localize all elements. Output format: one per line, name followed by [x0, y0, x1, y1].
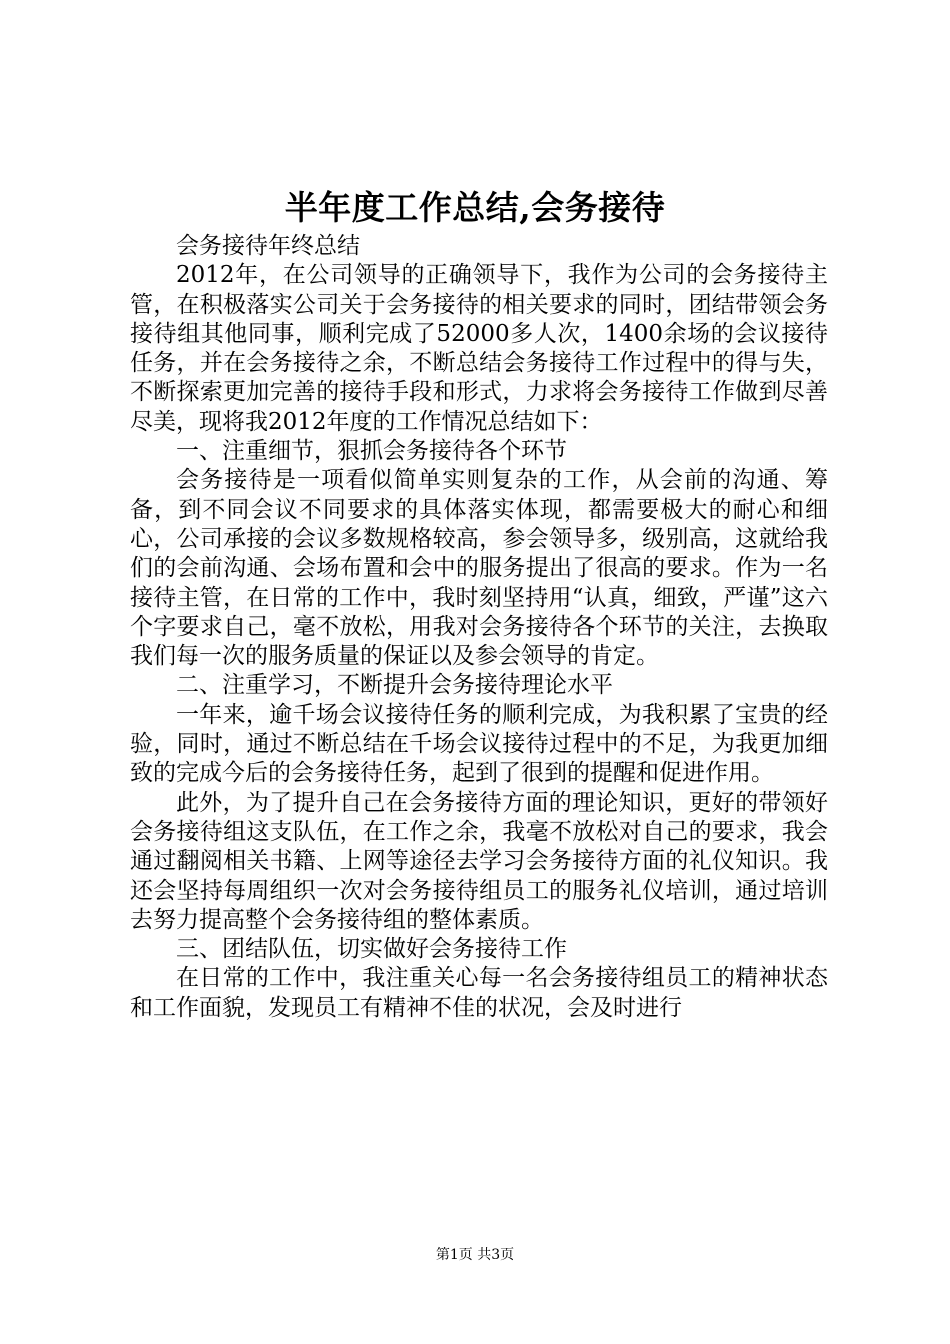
section-heading-2: 二、注重学习，不断提升会务接待理论水平 [176, 672, 613, 699]
section-heading-3: 三、团结队伍，切实做好会务接待工作 [176, 936, 567, 963]
section-heading-1: 一、注重细节，狠抓会务接待各个环节 [176, 438, 567, 465]
body-paragraph: 一年来，逾千场会议接待任务的顺利完成，为我积累了宝贵的经验，同时，通过不断总结在千场会议接待过程中的不足，为我更加细致的完成今后的会务接待任务，起到了很到的提醒和促进作用。 [130, 701, 828, 787]
body-paragraph: 2012年，在公司领导的正确领导下，我作为公司的会务接待主管，在积极落实公司关于会务接待的相关要求的同时，团结带领会务接待组其他同事，顺利完成了52000多人次，1400余场的会议接待任务，并在会务接待之余，不断总结会务接待工作过程中的得与失，不断探索更加完善的接待手段和形式，力求将会务接待工作做到尽善尽美，现将我2012年度的工作情况总结如下： [130, 262, 828, 435]
document-body [130, 232, 828, 1023]
subtitle-paragraph: 会务接待年终总结 [176, 233, 360, 259]
body-paragraph: 在日常的工作中，我注重关心每一名会务接待组员工的精神状态和工作面貌，发现员工有精神不佳的状况，会及时进行 [130, 965, 828, 1021]
page-footer: 第1页 共3页 [435, 1247, 515, 1263]
body-paragraph: 会务接待是一项看似简单实则复杂的工作，从会前的沟通、筹备，到不同会议不同要求的具体落实体现，都需要极大的耐心和细心，公司承接的会议多数规格较高，参会领导多，级别高，这就给我们的会前沟通、会场布置和会中的服务提出了很高的要求。作为一名接待主管，在日常的工作中，我时刻坚持用“认真，细致，严谨”这六个字要求自己，毫不放松，用我对会务接待各个环节的关注，去换取我们每一次的服务质量的保证以及参会领导的肯定。 [130, 467, 828, 670]
document-title: 半年度工作总结,会务接待 [284, 188, 666, 227]
body-paragraph: 此外，为了提升自己在会务接待方面的理论知识，更好的带领好会务接待组这支队伍，在工作之余，我毫不放松对自己的要求，我会通过翻阅相关书籍、上网等途径去学习会务接待方面的礼仪知识。我还会坚持每周组织一次对会务接待组员工的服务礼仪培训，通过培训去努力提高整个会务接待组的整体素质。 [130, 789, 828, 933]
